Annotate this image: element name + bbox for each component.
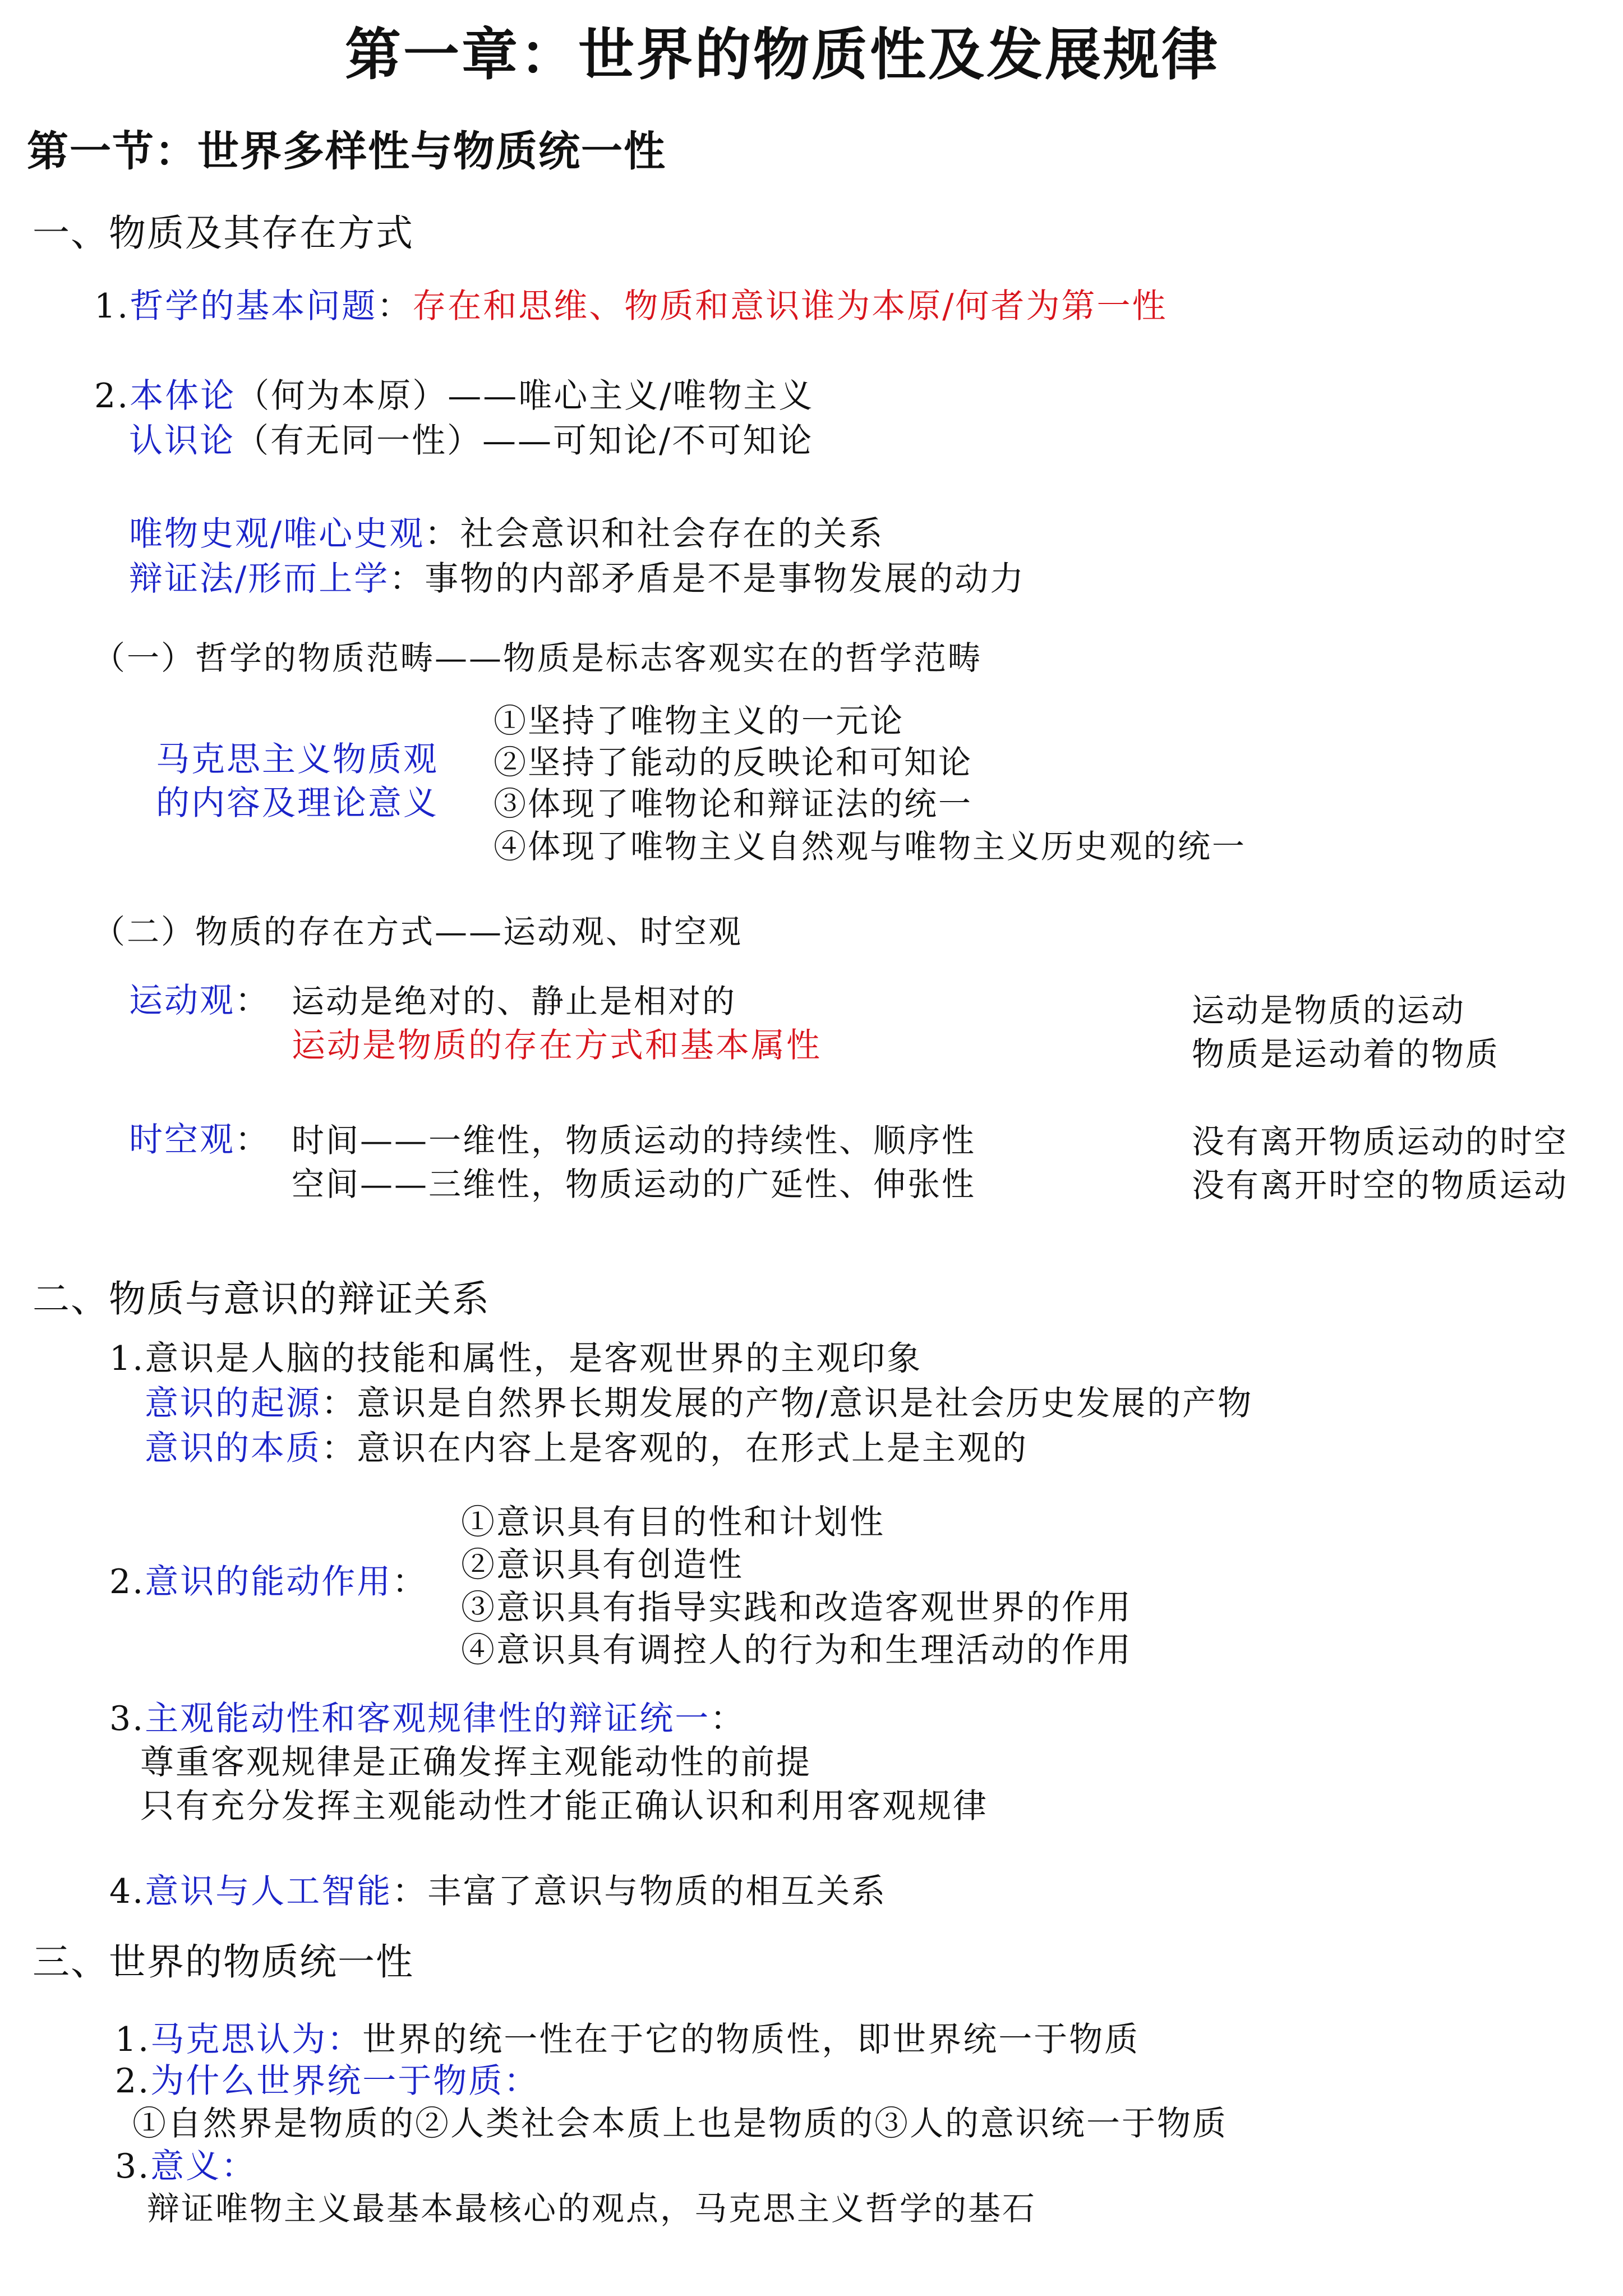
spacetime-view-row <box>129 1121 270 1159</box>
sub2-heading: （二）物质的存在方式——运动观、时空观 <box>93 913 743 951</box>
point-number: 3. <box>109 1699 145 1738</box>
marx-view-text: 世界的统一性在于它的物质性，即世界统一于物质 <box>362 2020 1140 2059</box>
part3-point3 <box>115 2147 256 2186</box>
point-number: 2. <box>94 376 130 416</box>
consciousness-origin-label: 意识的起源 <box>145 1384 321 1423</box>
motion-side-2: 物质是运动着的物质 <box>1192 1035 1500 1073</box>
dialectical-unity-line2: 只有充分发挥主观能动性才能正确认识和利用客观规律 <box>140 1787 988 1826</box>
ontology-label: 本体论 <box>130 376 236 416</box>
part2-point2 <box>109 1563 427 1602</box>
historical-view-label: 唯物史观/唯心史观 <box>129 514 425 554</box>
basic-question-label: 哲学的基本问题 <box>130 287 377 326</box>
basic-question-text: 存在和思维、物质和意识谁为本原/何者为第一性 <box>412 287 1168 326</box>
part3-point2 <box>115 2062 539 2101</box>
part1-point2-line1 <box>94 377 814 416</box>
significance-label: 意义： <box>150 2147 257 2186</box>
list-item: ②坚持了能动的反映论和可知论 <box>494 743 973 781</box>
consciousness-origin-text: ：意识是自然界长期发展的产物/意识是社会历史发展的产物 <box>321 1384 1253 1423</box>
epistemology-label: 认识论 <box>129 421 235 461</box>
significance-text: 辩证唯物主义最基本最核心的观点，马克思主义哲学的基石 <box>147 2189 1037 2228</box>
motion-side-1: 运动是物质的运动 <box>1192 991 1466 1029</box>
point-number: 1. <box>115 2020 151 2059</box>
colon: ： <box>710 1699 746 1738</box>
space-text: 空间——三维性，物质运动的广延性、伸张性 <box>292 1165 976 1203</box>
epistemology-text: （有无同一性）——可知论/不可知论 <box>235 421 814 461</box>
list-item: ①意识具有目的性和计划性 <box>461 1503 885 1542</box>
part1-point2-line4 <box>129 560 1025 599</box>
point-number: 3. <box>115 2147 151 2186</box>
list-item: ①坚持了唯物主义的一元论 <box>494 702 905 740</box>
consciousness-essence-text: ：意识在内容上是客观的，在形式上是主观的 <box>321 1429 1028 1468</box>
dialectical-unity-line1: 尊重客观规律是正确发挥主观能动性的前提 <box>140 1743 811 1782</box>
ai-label: 意识与人工智能 <box>145 1872 393 1911</box>
part1-point2-line3 <box>129 515 884 554</box>
motion-view-row <box>129 982 270 1020</box>
ontology-text: （何为本原）——唯心主义/唯物主义 <box>236 376 814 416</box>
point-number: 2. <box>115 2062 151 2101</box>
part3-heading: 三、世界的物质统一性 <box>33 1940 414 1984</box>
part2-point3 <box>109 1700 745 1738</box>
part3-point1 <box>115 2021 1140 2059</box>
materialism-view-label-line1: 马克思主义物质观 <box>156 740 439 779</box>
why-unity-label: 为什么世界统一于物质： <box>150 2062 540 2101</box>
part2-point1: 1.意识是人脑的技能和属性，是客观世界的主观印象 <box>109 1339 923 1378</box>
consciousness-origin <box>145 1384 1253 1423</box>
consciousness-essence <box>145 1429 1028 1468</box>
list-item: ④体现了唯物主义自然观与唯物主义历史观的统一 <box>494 827 1247 866</box>
part2-point4 <box>109 1872 887 1911</box>
motion-text-1: 运动是绝对的、静止是相对的 <box>292 982 737 1020</box>
section-heading: 第一节：世界多样性与物质统一性 <box>27 127 666 176</box>
part1-point1 <box>94 287 1167 326</box>
list-item: ④意识具有调控人的行为和生理活动的作用 <box>461 1631 1132 1670</box>
time-text: 时间——一维性，物质运动的持续性、顺序性 <box>292 1121 976 1159</box>
dialectics-label: 辩证法/形而上学 <box>129 559 390 599</box>
part1-point2-line2 <box>129 422 813 461</box>
point-number: 2. <box>109 1562 145 1602</box>
spacetime-view-label: 时空观 <box>129 1120 235 1159</box>
chapter-title: 第一章：世界的物质性及发展规律 <box>345 21 1220 88</box>
dialectics-text: ：事物的内部矛盾是不是事物发展的动力 <box>389 559 1026 599</box>
part2-heading: 二、物质与意识的辩证关系 <box>33 1277 490 1320</box>
point-number: 1. <box>94 287 130 326</box>
spacetime-side-1: 没有离开物质运动的时空 <box>1192 1122 1569 1161</box>
materialism-view-label-line2: 的内容及理论意义 <box>156 784 439 823</box>
colon: ： <box>235 1120 270 1159</box>
dialectical-unity-label: 主观能动性和客观规律性的辩证统一 <box>145 1699 711 1738</box>
list-item: ③意识具有指导实践和改造客观世界的作用 <box>461 1588 1132 1627</box>
list-item: ③体现了唯物论和辩证法的统一 <box>494 785 973 823</box>
motion-view-label: 运动观 <box>129 981 235 1020</box>
point-number: 4. <box>109 1872 145 1911</box>
ai-text: ：丰富了意识与物质的相互关系 <box>392 1872 887 1911</box>
colon: ： <box>235 981 270 1020</box>
colon: ： <box>377 287 413 326</box>
why-unity-text: ①自然界是物质的②人类社会本质上也是物质的③人的意识统一于物质 <box>132 2104 1228 2143</box>
marx-view-label: 马克思认为： <box>150 2020 363 2059</box>
consciousness-essence-label: 意识的本质 <box>145 1429 321 1468</box>
historical-view-text: ：社会意识和社会存在的关系 <box>425 514 884 554</box>
spacetime-side-2: 没有离开时空的物质运动 <box>1192 1166 1569 1204</box>
colon: ： <box>392 1562 428 1602</box>
sub1-heading: （一）哲学的物质范畴——物质是标志客观实在的哲学范畴 <box>93 639 983 677</box>
motion-text-2: 运动是物质的存在方式和基本属性 <box>292 1026 822 1065</box>
active-role-label: 意识的能动作用 <box>145 1562 393 1602</box>
list-item: ②意识具有创造性 <box>461 1545 744 1585</box>
part1-heading: 一、物质及其存在方式 <box>33 211 414 255</box>
